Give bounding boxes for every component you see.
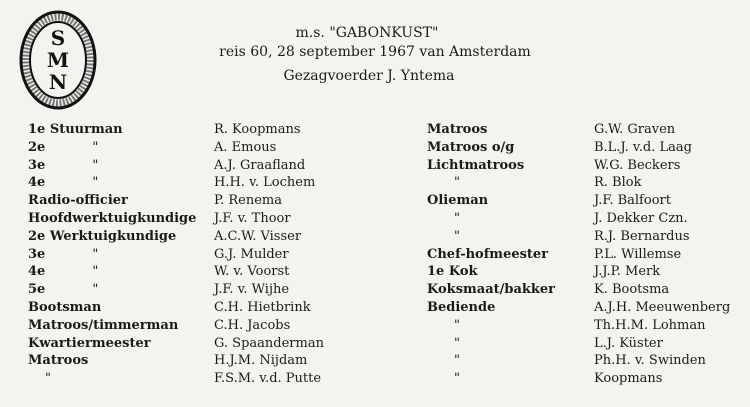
crew-name: J.J.P. Merk xyxy=(594,264,661,280)
rank-r4: " xyxy=(454,175,460,191)
crew-name: P. Renema xyxy=(214,193,283,209)
rank-r6: " xyxy=(454,210,460,226)
crew-name: H.H. v. Lochem xyxy=(214,175,316,191)
rank-13: Kwartiermeester xyxy=(28,335,151,351)
crew-name: R. Koopmans xyxy=(214,122,301,137)
rank-6: Hoofdwerktuigkundige xyxy=(28,210,197,226)
rank-r5: Olieman xyxy=(427,193,489,209)
crew-name: W. v. Voorst xyxy=(214,264,290,280)
rank-r2: Matroos o/g xyxy=(427,139,515,155)
voyage-line: reis 60, 28 september 1967 van Amsterdam xyxy=(219,44,531,60)
rank-r9: 1e Kok xyxy=(427,264,478,280)
crew-name: R. Blok xyxy=(594,175,642,191)
crew-name: P.L. Willemse xyxy=(594,246,682,262)
crew-right-ranks xyxy=(427,121,555,388)
crew-name: F.S.M. v.d. Putte xyxy=(214,371,322,387)
rank-8: 3e " xyxy=(28,246,99,262)
crew-name: A.C.W. Visser xyxy=(214,228,302,244)
logo-letter-s: S xyxy=(50,26,66,50)
rank-11: Bootsman xyxy=(28,299,102,315)
rank-r12: " xyxy=(454,317,460,333)
crew-name: A.J. Graafland xyxy=(214,157,306,173)
rank-r14: " xyxy=(454,353,460,369)
crew-name: A. Emous xyxy=(214,139,277,155)
rank-1: 1e Stuurman xyxy=(28,122,123,137)
crew-left-ranks xyxy=(28,121,196,388)
rank-14: Matroos xyxy=(28,353,89,369)
crew-name: C.H. Hietbrink xyxy=(214,299,311,315)
rank-r3: Lichtmatroos xyxy=(427,157,525,173)
rank-15: " xyxy=(45,371,51,387)
rank-10: 5e " xyxy=(28,282,99,298)
logo-letter-n: N xyxy=(48,70,68,94)
rank-4: 4e " xyxy=(28,175,99,191)
crew-name: J. Dekker Czn. xyxy=(594,210,688,226)
rank-r7: " xyxy=(454,228,460,244)
crew-name: G.J. Mulder xyxy=(214,246,289,262)
crew-right-names xyxy=(594,121,730,388)
crew-name: W.G. Beckers xyxy=(594,157,681,173)
rank-12: Matroos/timmerman xyxy=(28,317,179,333)
crew-left-names xyxy=(214,121,324,388)
crew-name: G. Spaanderman xyxy=(214,335,324,351)
crew-name: J.F. v. Thoor xyxy=(214,210,291,226)
rank-r8: Chef-hofmeester xyxy=(427,246,549,262)
rank-3: 3e " xyxy=(28,157,99,173)
smn-logo xyxy=(18,8,98,112)
rank-r15: " xyxy=(454,371,460,387)
rank-5: Radio-officier xyxy=(28,193,128,209)
rank-9: 4e " xyxy=(28,264,99,280)
crew-name: Ph.H. v. Swinden xyxy=(594,353,706,369)
rank-r11: Bediende xyxy=(427,299,496,315)
rank-r13: " xyxy=(454,335,460,351)
crew-name: G.W. Graven xyxy=(594,122,676,137)
crew-name: J.F. Balfoort xyxy=(594,193,671,209)
crew-name: L.J. Küster xyxy=(594,335,663,351)
crew-name: Koopmans xyxy=(594,371,663,387)
rank-2: 2e " xyxy=(28,139,99,155)
crew-name: C.H. Jacobs xyxy=(214,317,291,333)
rank-7: 2e Werktuigkundige xyxy=(28,228,177,244)
crew-name: B.L.J. v.d. Laag xyxy=(594,139,692,155)
crew-name: Th.H.M. Lohman xyxy=(594,317,706,333)
crew-name: R.J. Bernardus xyxy=(594,228,690,244)
crew-name: A.J.H. Meeuwenberg xyxy=(594,299,731,315)
rank-r10: Koksmaat/bakker xyxy=(427,282,556,298)
crew-name: K. Bootsma xyxy=(594,282,670,298)
crew-name: J.F. v. Wijhe xyxy=(214,282,290,298)
captain-line: Gezagvoerder J. Yntema xyxy=(283,68,455,84)
logo-letter-m: M xyxy=(46,48,70,72)
ship-name: m.s. "GABONKUST" xyxy=(295,25,439,41)
rank-r1: Matroos xyxy=(427,122,488,137)
crew-name: H.J.M. Nijdam xyxy=(214,353,308,369)
